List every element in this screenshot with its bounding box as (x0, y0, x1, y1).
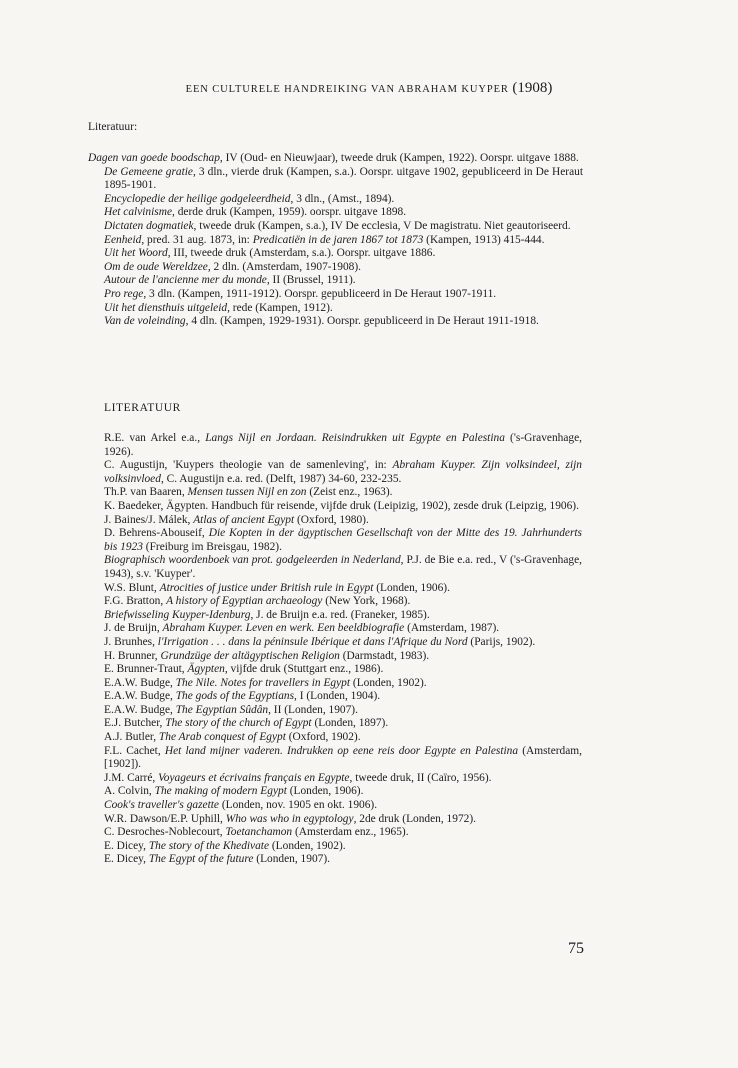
reference-author: F.G. Bratton, (104, 595, 167, 608)
reference-author: R.E. van Arkel e.a., (104, 432, 206, 444)
reference-entry (104, 432, 582, 459)
reference-entry (104, 704, 582, 718)
reference-author: E. Dicey, (104, 853, 149, 866)
reference-entry (104, 500, 582, 514)
reference-entry (104, 813, 582, 827)
reference-entry (104, 527, 582, 554)
reference-entry (104, 799, 582, 813)
references-list (104, 432, 582, 867)
reference-details: (Londen, 1902). (269, 839, 346, 852)
reference-details: , 2de druk (Londen, 1972). (353, 812, 476, 825)
reference-entry (104, 486, 582, 500)
reference-details: (New York, 1968). (322, 595, 411, 608)
work-title: Predicatiën in de jaren 1867 tot 1873 (252, 233, 424, 246)
reference-entry (104, 731, 582, 745)
work-entry (88, 193, 583, 207)
running-head-text: EEN CULTURELE HANDREIKING VAN ABRAHAM KUYPER (185, 84, 509, 95)
reference-author: J. de Bruijn, (104, 622, 163, 635)
work-title: Het calvinisme (104, 206, 173, 219)
reference-entry (104, 826, 582, 840)
work-title: Om de oude Wereldzee (104, 260, 208, 273)
reference-author: Th.P. van Baaren, (104, 486, 188, 499)
reference-title: Voyageurs et écrivains français en Egypte (158, 771, 350, 784)
reference-title: Ägypten (187, 663, 225, 676)
reference-entry (104, 554, 582, 581)
reference-entry (104, 677, 582, 691)
reference-details: (Oxford, 1980). (294, 513, 369, 526)
work-entry (88, 220, 583, 234)
work-entry (88, 274, 583, 288)
work-entry (88, 315, 583, 329)
running-head-year: (1908) (512, 80, 553, 96)
reference-title: Toetanchamon (225, 826, 293, 839)
reference-entry (104, 582, 582, 596)
reference-author: A.J. Butler, (104, 731, 159, 744)
work-title: Uit het Woord (104, 247, 168, 260)
reference-details: , C. Augustijn e.a. red. (Delft, 1987) 34-60, 232-235. (160, 472, 402, 485)
work-title: Uit het diensthuis uitgeleid (104, 301, 228, 314)
reference-author: E. Dicey, (104, 839, 149, 852)
work-details: , IV (Oud- en Nieuwjaar), tweede druk (Kampen, 1922). Oorspr. uitgave 1888. (219, 152, 579, 164)
reference-title: The Nile. Notes for travellers in Egypt (175, 676, 351, 689)
reference-author: E.A.W. Budge, (104, 703, 176, 716)
reference-entry (104, 650, 582, 664)
reference-title: Abraham Kuyper. Leven en werk. Een beeldbiografie (162, 622, 405, 635)
reference-entry (104, 622, 582, 636)
reference-details: (Parijs, 1902). (467, 635, 536, 648)
reference-details: , I (Londen, 1904). (294, 690, 381, 703)
reference-details: (Londen, 1906). (373, 581, 450, 594)
reference-entry (104, 840, 582, 854)
reference-details: , vijfde druk (Stuttgart enz., 1986). (224, 663, 384, 676)
reference-author: E.A.W. Budge, (104, 676, 176, 689)
work-details: , pred. 31 aug. 1873, in: (141, 233, 253, 246)
reference-title: The story of the Khedivate (148, 839, 270, 852)
reference-author: J.M. Carré, (104, 771, 159, 784)
work-details: , II (Brussel, 1911). (266, 274, 356, 287)
reference-author: H. Brunner, (104, 649, 161, 662)
work-details: , 3 dln., vierde druk (Kampen, s.a.). Oorspr. uitgave 1902, gepubliceerd in De Heraut 1895-1901. (104, 165, 583, 192)
reference-title: Atlas of ancient Egypt (193, 513, 295, 526)
reference-author: W.S. Blunt, (104, 581, 160, 594)
reference-details: (Freiburg im Breisgau, 1982). (142, 540, 282, 553)
reference-title: Mensen tussen Nijl en zon (187, 486, 307, 499)
reference-entry (104, 690, 582, 704)
reference-details: (Zeist enz., 1963). (306, 486, 393, 499)
reference-title: Who was who in egyptology (225, 812, 354, 825)
work-details: , derde druk (Kampen, 1959). oorspr. uitgave 1898. (172, 206, 407, 219)
work-details: (Kampen, 1913) 415-444. (423, 233, 545, 246)
work-title: Eenheid (104, 233, 142, 246)
reference-details: (Londen, nov. 1905 en okt. 1906). (218, 799, 378, 812)
work-entry (88, 152, 583, 166)
reference-details: , tweede druk, II (Caïro, 1956). (349, 771, 492, 784)
reference-entry (104, 514, 582, 528)
reference-details: (Oxford, 1902). (285, 731, 361, 744)
running-head (0, 80, 738, 97)
reference-title: Cook's traveller's gazette (104, 799, 219, 812)
reference-details: (Amsterdam, 1987). (404, 622, 500, 635)
reference-entry (104, 595, 582, 609)
reference-author: C. Desroches-Noblecourt, (104, 826, 226, 839)
reference-entry (104, 772, 582, 786)
reference-author: K. Baedeker, Ägypten. Handbuch für reisende, vijfde druk (Leipizig, 1902), zesde druk (Leipzig, 1906). (104, 499, 579, 512)
reference-author: D. Behrens-Abouseif, (104, 527, 209, 540)
work-entry (88, 166, 583, 193)
reference-title: Abraham Kuyper. Zijn volksindeel, zijn volksinvloed (104, 459, 582, 485)
reference-title: Langs Nijl en Jordaan. Reisindrukken uit Egypte en Palestina (205, 432, 505, 444)
reference-title: The Egyptian Sûdân (175, 703, 269, 716)
reference-details: (Londen, 1902). (350, 676, 427, 689)
reference-author: C. Augustijn, 'Kuypers theologie van de samenleving', in: (104, 459, 393, 472)
reference-author: A. Colvin, (104, 785, 155, 798)
reference-details: (Amsterdam enz., 1965). (292, 826, 409, 839)
reference-details: (Londen, 1906). (286, 785, 364, 798)
work-details: , 2 dln. (Amsterdam, 1907-1908). (207, 260, 361, 273)
reference-title: The Arab conquest of Egypt (158, 731, 286, 744)
work-entry (88, 247, 583, 261)
reference-title: Biographisch woordenboek van prot. godgeleerden in Nederland (104, 554, 401, 567)
reference-author: E.A.W. Budge, (104, 690, 176, 703)
work-entry (88, 206, 583, 220)
reference-details: (Amsterdam, [1902]). (104, 744, 582, 771)
reference-entry (104, 459, 582, 486)
work-details: , 3 dln., (Amst., 1894). (290, 192, 395, 205)
reference-title: The making of modern Egypt (154, 785, 287, 798)
work-details: , tweede druk (Kampen, s.a.), IV De ecclesia, V De magistratu. Niet geautoriseerd. (193, 219, 571, 232)
reference-author: W.R. Dawson/E.P. Uphill, (104, 812, 226, 825)
work-details: , rede (Kampen, 1912). (227, 301, 333, 314)
section-heading: LITERATUUR (104, 402, 181, 414)
reference-entry (104, 717, 582, 731)
reference-title: Het land mijner vaderen. Indrukken op eene reis door Egypte en Palestina (164, 744, 519, 757)
work-title: Autour de l'ancienne mer du monde (104, 274, 267, 287)
work-details: , 3 dln. (Kampen, 1911-1912). Oorspr. gepubliceerd in De Heraut 1907-1911. (143, 287, 497, 300)
reference-title: Briefwisseling Kuyper-Idenburg (104, 608, 251, 621)
reference-title: Die Kopten in der ägyptischen Gesellschaft von der Mitte des 19. Jahrhunderts bis 1923 (104, 527, 582, 553)
reference-title: The Egypt of the future (148, 853, 254, 866)
work-details: , III, tweede druk (Amsterdam, s.a.). Oorspr. uitgave 1886. (167, 247, 436, 260)
reference-entry (104, 853, 582, 867)
work-title: Van de voleinding (104, 315, 186, 328)
work-title: Pro rege (104, 287, 144, 300)
page-number: 75 (568, 940, 584, 957)
reference-details: ('s-Gravenhage, 1926). (104, 432, 582, 458)
reference-author: E. Brunner-Traut, (104, 663, 188, 676)
reference-details: (Darmstadt, 1983). (339, 649, 430, 662)
reference-details: , II (Londen, 1907). (268, 703, 358, 716)
reference-details: (Londen, 1897). (311, 717, 389, 730)
reference-entry (104, 663, 582, 677)
reference-entry (104, 745, 582, 772)
kuyper-works-list (88, 152, 583, 329)
reference-entry (104, 785, 582, 799)
reference-author: E.J. Butcher, (104, 717, 166, 730)
work-entry (88, 302, 583, 316)
reference-entry (104, 609, 582, 623)
work-entry (88, 234, 583, 248)
work-details: , 4 dln. (Kampen, 1929-1931). Oorspr. gepubliceerd in De Heraut 1911-1918. (185, 315, 539, 328)
literatuur-label: Literatuur: (88, 121, 138, 133)
work-entry (88, 261, 583, 275)
work-entry (88, 288, 583, 302)
work-title: Encyclopedie der heilige godgeleerdheid (104, 192, 291, 205)
reference-author: J. Baines/J. Málek, (104, 513, 194, 526)
work-title: De Gemeene gratie (104, 165, 193, 178)
reference-author: J. Brunhes, (104, 635, 158, 648)
work-title: Dagen van goede boodschap (88, 152, 220, 164)
reference-title: Grundzüge der altägyptischen Religion (160, 649, 340, 662)
reference-details: , J. de Bruijn e.a. red. (Franeker, 1985). (250, 608, 430, 621)
reference-details: (Londen, 1907). (253, 853, 330, 866)
reference-title: The story of the church of Egypt (165, 717, 312, 730)
work-title: Dictaten dogmatiek (104, 219, 194, 232)
reference-title: Atrocities of justice under British rule in Egypt (159, 581, 374, 594)
reference-title: The gods of the Egyptians (175, 690, 295, 703)
reference-entry (104, 636, 582, 650)
reference-title: l'Irrigation . . . dans la péninsule Ibérique et dans l'Afrique du Nord (157, 635, 468, 648)
reference-details: , P.J. de Bie e.a. red., V ('s-Gravenhage, 1943), s.v. 'Kuyper'. (104, 554, 582, 580)
reference-title: A history of Egyptian archaeology (166, 595, 323, 608)
reference-author: F.L. Cachet, (104, 744, 165, 757)
